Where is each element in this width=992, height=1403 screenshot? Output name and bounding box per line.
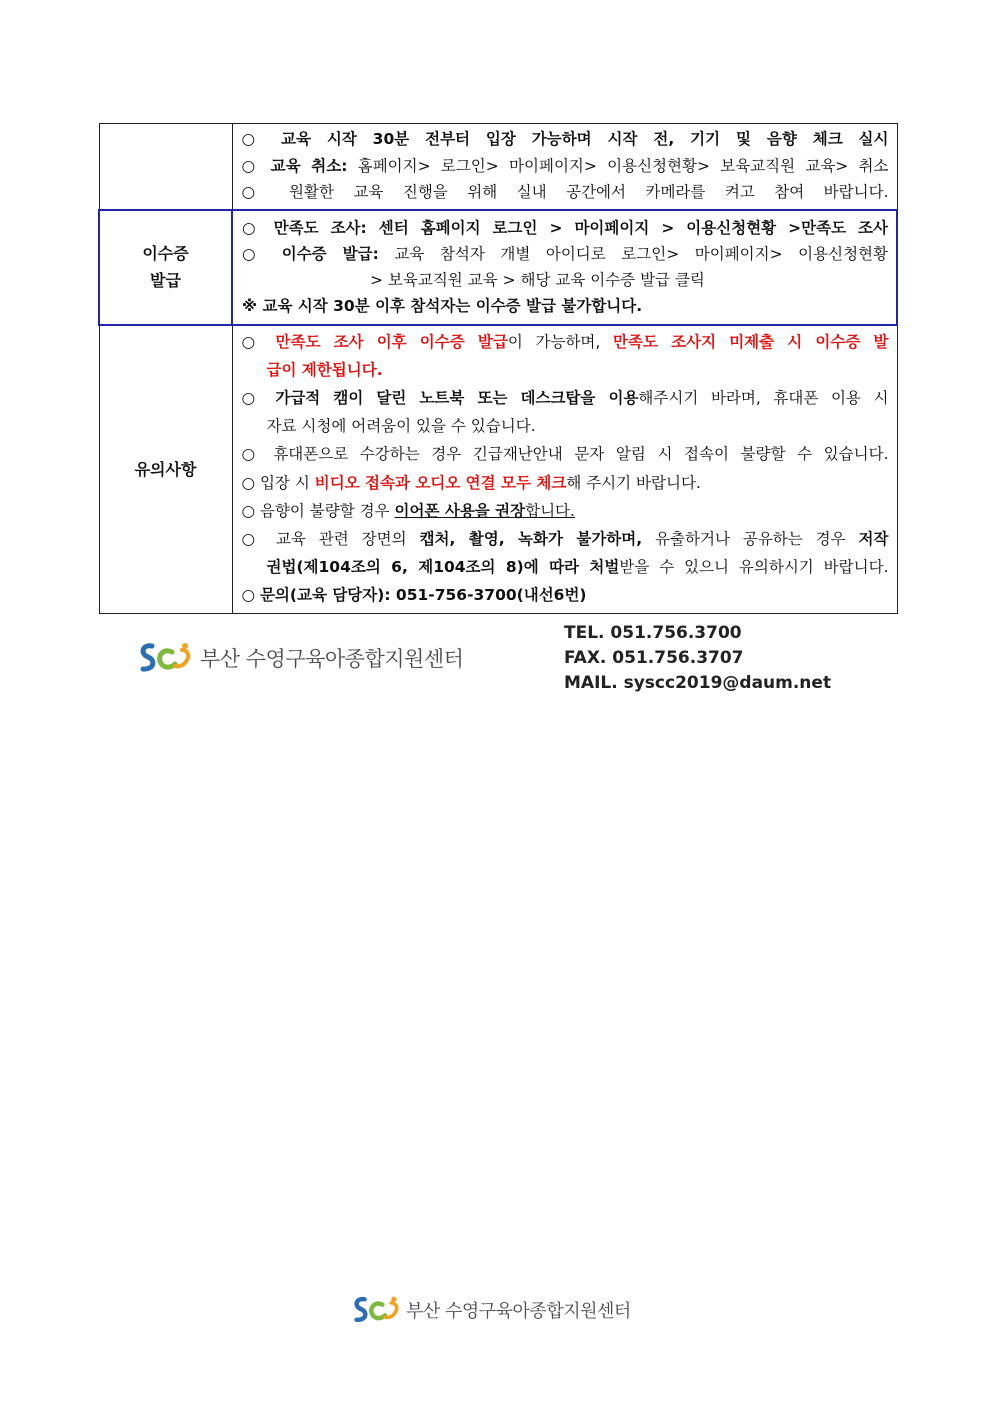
text-segment: 교육 시작 30분 전부터 입장 가능하며 시작 전, 기기 및 음향 체크 실시	[280, 130, 889, 148]
precaution-line-5	[242, 440, 889, 468]
text-segment: 비디오 접속과 오디오 연결 모두 체크	[314, 473, 567, 492]
certificate-line-2	[242, 241, 888, 267]
precaution-line-9	[242, 553, 889, 581]
text-segment: 유출하거나 공유하는 경우	[642, 529, 859, 548]
text-segment: 이어폰 사용을 권장	[394, 501, 526, 520]
text-segment: 만족도 조사: 센터 홈페이지 로그인 > 마이페이지 > 이용신청현황 >만족도 조사	[273, 218, 888, 237]
text-segment: ○	[241, 332, 276, 351]
text-segment: 교육 취소:	[270, 156, 348, 175]
text-segment: 이 가능하며,	[507, 332, 614, 351]
text-segment: ○ 휴대폰으로 수강하는 경우 긴급재난안내 문자 알림 시 접속이 불량할 수 있습니다.	[241, 445, 889, 464]
precaution-line-3	[242, 384, 889, 412]
contact-tel: TEL. 051.756.3700	[564, 623, 742, 643]
precaution-line-8	[242, 525, 889, 553]
page-footer-logo-text: 부산 수영구육아종합지원센터	[406, 1301, 631, 1322]
text-segment: ○	[242, 218, 274, 237]
row-certificate	[99, 210, 897, 325]
text-segment: 저작	[858, 529, 889, 548]
text-segment: 받을 수 있으니 유의하시기 바랍니다.	[619, 558, 889, 577]
text-segment: 캡처, 촬영, 녹화가 불가하며,	[419, 529, 643, 548]
center-logo-icon	[138, 640, 194, 676]
certificate-label	[99, 210, 232, 325]
text-segment: ○	[241, 156, 271, 175]
text-segment: 교육 참석자 개별 아이디로 로그인> 마이페이지> 이용신청현황	[378, 244, 888, 263]
text-segment: 가급적 캠이 달린 노트북 또는 데스크탑을 이용	[275, 388, 639, 407]
center-logo-text: 부산 수영구육아종합지원센터	[200, 647, 464, 671]
text-segment: ○	[242, 244, 282, 263]
precaution-line-10	[242, 581, 889, 609]
text-segment: ○	[241, 388, 276, 407]
certificate-content	[232, 210, 897, 325]
row-entry-content	[232, 124, 897, 210]
text-segment: 홈페이지> 로그인> 마이페이지> 이용신청현황> 보육교직원 교육> 취소	[347, 156, 889, 175]
precaution-line-7	[242, 497, 889, 525]
entry-line-1	[242, 126, 889, 153]
entry-line-3	[242, 179, 889, 206]
precautions-label: 유의사항	[99, 325, 232, 614]
center-logo	[138, 640, 463, 676]
page-footer-logo	[352, 1294, 631, 1326]
text-segment: > 보육교직원 교육 > 해당 교육 이수증 발급 클릭	[370, 270, 705, 289]
text-segment: ○ 음향이 불량할 경우	[241, 501, 395, 520]
precaution-line-4	[242, 412, 889, 440]
certificate-line-4	[242, 293, 888, 319]
text-segment: 권법(제104조의 6, 제104조의 8)에 따라 처벌	[266, 558, 620, 577]
contact-info	[564, 621, 831, 696]
text-segment: 해 주시기 바랍니다.	[566, 473, 701, 492]
certificate-line-1	[242, 215, 888, 241]
precaution-line-2	[242, 356, 889, 384]
text-segment: 합니다.	[525, 501, 575, 520]
row-entry-label	[99, 124, 232, 210]
text-segment: 만족도 조사지 미제출 시 이수증 발	[613, 332, 889, 351]
precautions-content	[232, 325, 897, 614]
row-entry-info	[99, 124, 897, 210]
text-segment: ○	[241, 130, 281, 148]
text-segment: 만족도 조사 이후 이수증 발급	[275, 332, 508, 351]
text-segment: ※ 교육 시작 30분 이후 참석자는 이수증 발급 불가합니다.	[242, 296, 643, 315]
text-segment: 이수증 발급:	[281, 244, 379, 263]
text-segment: ○	[241, 586, 260, 605]
text-segment: ○ 원활한 교육 진행을 위해 실내 공간에서 카메라를 켜고 참여 바랍니다.	[241, 183, 889, 201]
text-segment: 문의(교육 담당자): 051-756-3700(내선6번)	[259, 586, 587, 605]
precaution-line-6	[242, 469, 889, 497]
text-segment: 해주시기 바라며, 휴대폰 이용 시	[638, 388, 889, 407]
entry-line-2	[242, 153, 889, 180]
text-segment: ○ 입장 시	[241, 473, 315, 492]
text-segment: ○ 교육 관련 장면의	[241, 529, 420, 548]
certificate-label-line-1: 이수증	[142, 244, 189, 263]
certificate-label-line-2: 발급	[150, 271, 181, 290]
precaution-line-1	[242, 328, 889, 356]
contact-mail: MAIL. syscc2019@daum.net	[564, 673, 832, 693]
row-precautions	[99, 325, 897, 614]
text-segment: 자료 시청에 어려움이 있을 수 있습니다.	[266, 417, 536, 436]
text-segment: 급이 제한됩니다.	[266, 360, 383, 379]
notice-table	[98, 123, 898, 614]
certificate-line-3	[242, 267, 888, 293]
page-footer-logo-icon	[352, 1294, 402, 1326]
contact-fax: FAX. 051.756.3707	[564, 648, 744, 668]
